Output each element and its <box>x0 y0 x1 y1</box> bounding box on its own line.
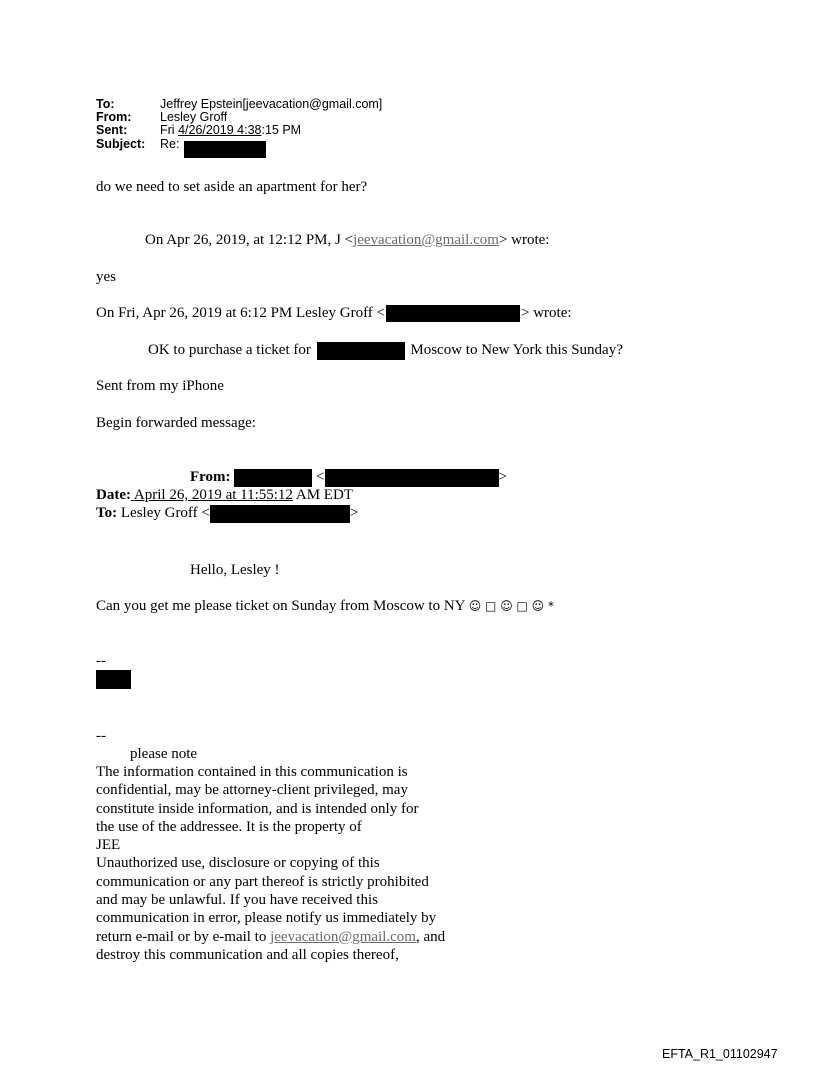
sent-value: Fri 4/26/2019 4:38:15 PM <box>160 123 302 137</box>
disclaimer-line: confidential, may be attorney-client privileged, may <box>96 782 408 799</box>
ticket-question: OK to purchase a ticket for Moscow to New York this Sunday? <box>148 342 623 358</box>
greeting: Hello, Lesley ! <box>190 562 280 578</box>
forwarded-message-label: Begin forwarded message: <box>96 415 256 431</box>
document-id: EFTA_R1_01102947 <box>662 1047 778 1061</box>
quote-header-1: On Apr 26, 2019, at 12:12 PM, J <jeevacation@gmail.com> wrote: <box>145 232 550 248</box>
disclaimer-note: please note <box>130 746 198 762</box>
to-value: Jeffrey Epstein[jeevacation@gmail.com] <box>160 97 383 111</box>
quote-header-2: On Fri, Apr 26, 2019 at 6:12 PM Lesley Groff < > wrote: <box>96 305 572 321</box>
forward-to-label: To: <box>96 505 118 521</box>
forward-from-label: From: <box>190 469 231 485</box>
email-link[interactable]: jeevacation@gmail.com <box>353 232 499 248</box>
redaction-subject <box>184 141 266 158</box>
forward-to: To: Lesley Groff < > <box>96 505 359 521</box>
redaction-name <box>317 342 405 360</box>
disclaimer-email-link[interactable]: jeevacation@gmail.com <box>270 928 416 945</box>
ticket-request: Can you get me please ticket on Sunday from Moscow to NY ☺ □ ☺ □ ☺ * <box>96 598 554 614</box>
disclaimer-line: and may be unlawful. If you have received this <box>96 892 378 909</box>
from-label: From: <box>96 110 132 124</box>
subject-value: Re: <box>160 137 180 151</box>
emoji-tail: ☺ □ ☺ □ ☺ * <box>468 599 554 613</box>
disclaimer-line: Unauthorized use, disclosure or copying of this <box>96 855 380 872</box>
forward-date: Date: April 26, 2019 at 11:55:12 AM EDT <box>96 487 353 503</box>
disclaimer-line-email: return e-mail or by e-mail to jeevacation@gmail.com, and <box>96 928 446 945</box>
sent-label: Sent: <box>96 123 128 137</box>
forward-from: From: < > <box>190 469 507 485</box>
redaction-groff-email <box>210 505 350 523</box>
disclaimer-line: The information contained in this communication is <box>96 764 408 780</box>
subject-label: Subject: <box>96 137 146 151</box>
from-value: Lesley Groff <box>160 110 228 124</box>
reply-yes: yes <box>96 269 116 285</box>
redaction-sender-email <box>325 469 499 487</box>
sent-from-iphone: Sent from my iPhone <box>96 378 224 394</box>
disclaimer-line: communication or any part thereof is strictly prohibited <box>96 873 429 890</box>
disclaimer-line: constitute inside information, and is intended only for <box>96 800 419 817</box>
disclaimer-line: communication in error, please notify us immediately by <box>96 910 437 927</box>
disclaimer-line: JEE <box>96 837 121 854</box>
disclaimer-line: the use of the addressee. It is the property of <box>96 818 362 835</box>
sent-date: 4/26/2019 4:38 <box>178 123 262 137</box>
message-line-1: do we need to set aside an apartment for her? <box>96 179 368 195</box>
redaction-signature <box>96 670 131 689</box>
redaction-sender-name <box>234 469 312 487</box>
disclaimer-dashes: -- <box>96 728 106 744</box>
to-label: To: <box>96 97 115 111</box>
signature-dashes: -- <box>96 653 106 669</box>
forward-date-label: Date: <box>96 487 131 503</box>
redaction-email-groff <box>386 305 520 322</box>
disclaimer-line: destroy this communication and all copies thereof, <box>96 946 399 963</box>
disclaimer-body <box>96 763 445 964</box>
